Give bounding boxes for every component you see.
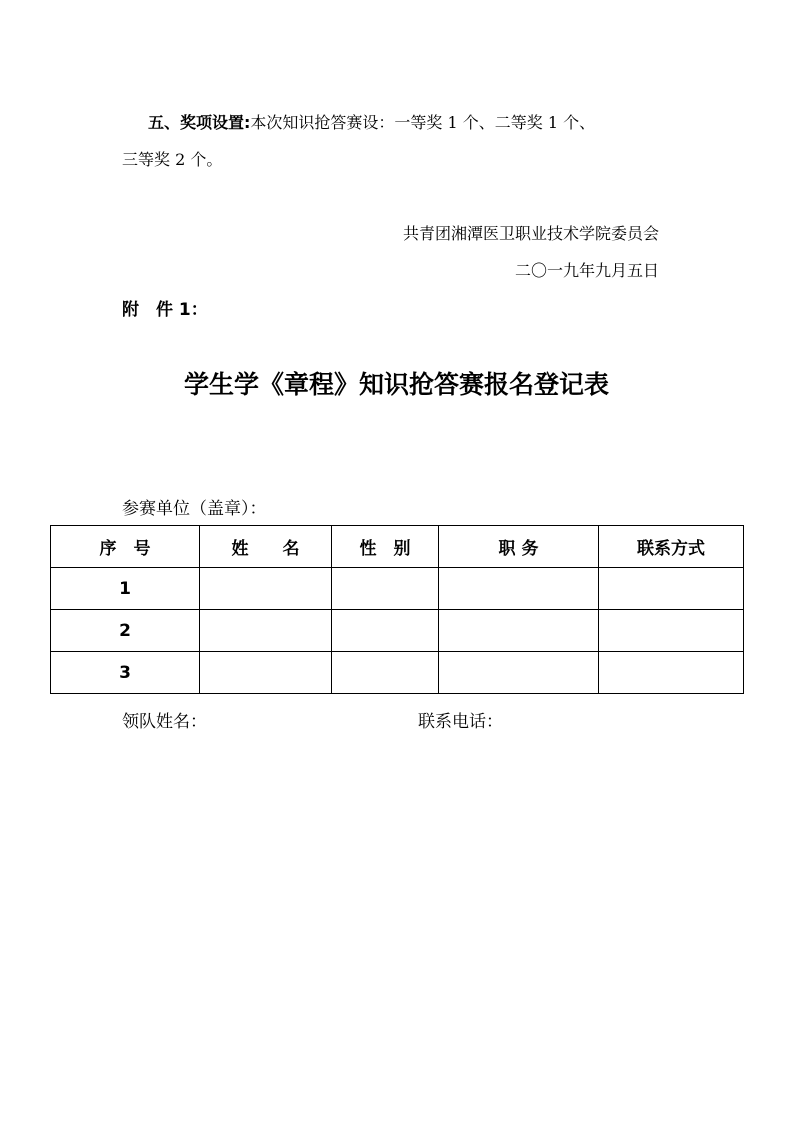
row-number: 3 — [51, 652, 200, 694]
awards-heading: 五、奖项设置: — [148, 113, 251, 132]
gender-cell[interactable] — [332, 568, 439, 610]
contact-cell[interactable] — [599, 610, 744, 652]
header-position: 职 务 — [439, 526, 599, 568]
signature-date: 二〇一九年九月五日 — [514, 261, 659, 280]
registration-table — [50, 525, 744, 694]
unit-label: 参赛单位（盖章）： — [122, 499, 267, 519]
header-number: 序 号 — [51, 526, 200, 568]
row-number: 1 — [51, 568, 200, 610]
header-contact: 联系方式 — [599, 526, 744, 568]
form-title: 学生学《章程》知识抢答赛报名登记表 — [183, 370, 609, 399]
contact-cell[interactable] — [599, 652, 744, 694]
contact-cell[interactable] — [599, 568, 744, 610]
name-cell[interactable] — [200, 610, 332, 652]
gender-cell[interactable] — [332, 652, 439, 694]
row-number: 2 — [51, 610, 200, 652]
position-cell[interactable] — [439, 652, 599, 694]
position-cell[interactable] — [439, 610, 599, 652]
table-row — [51, 610, 744, 652]
awards-text: 本次知识抢答赛设：一等奖 1 个、二等奖 1 个、 — [250, 113, 596, 132]
awards-paragraph — [148, 110, 595, 133]
position-cell[interactable] — [439, 568, 599, 610]
gender-cell[interactable] — [332, 610, 439, 652]
table-row — [51, 652, 744, 694]
attachment-label: 附 件 1： — [122, 300, 208, 320]
header-name: 姓 名 — [200, 526, 332, 568]
name-cell[interactable] — [200, 568, 332, 610]
table-header-row — [51, 526, 744, 568]
header-gender: 性 别 — [332, 526, 439, 568]
table-row — [51, 568, 744, 610]
contact-phone-label: 联系电话： — [418, 712, 503, 732]
organization-signature: 共青团湘潭医卫职业技术学院委员会 — [402, 224, 659, 243]
leader-name-label: 领队姓名： — [122, 712, 207, 732]
name-cell[interactable] — [200, 652, 332, 694]
awards-text-continued: 三等奖 2 个。 — [122, 150, 223, 169]
